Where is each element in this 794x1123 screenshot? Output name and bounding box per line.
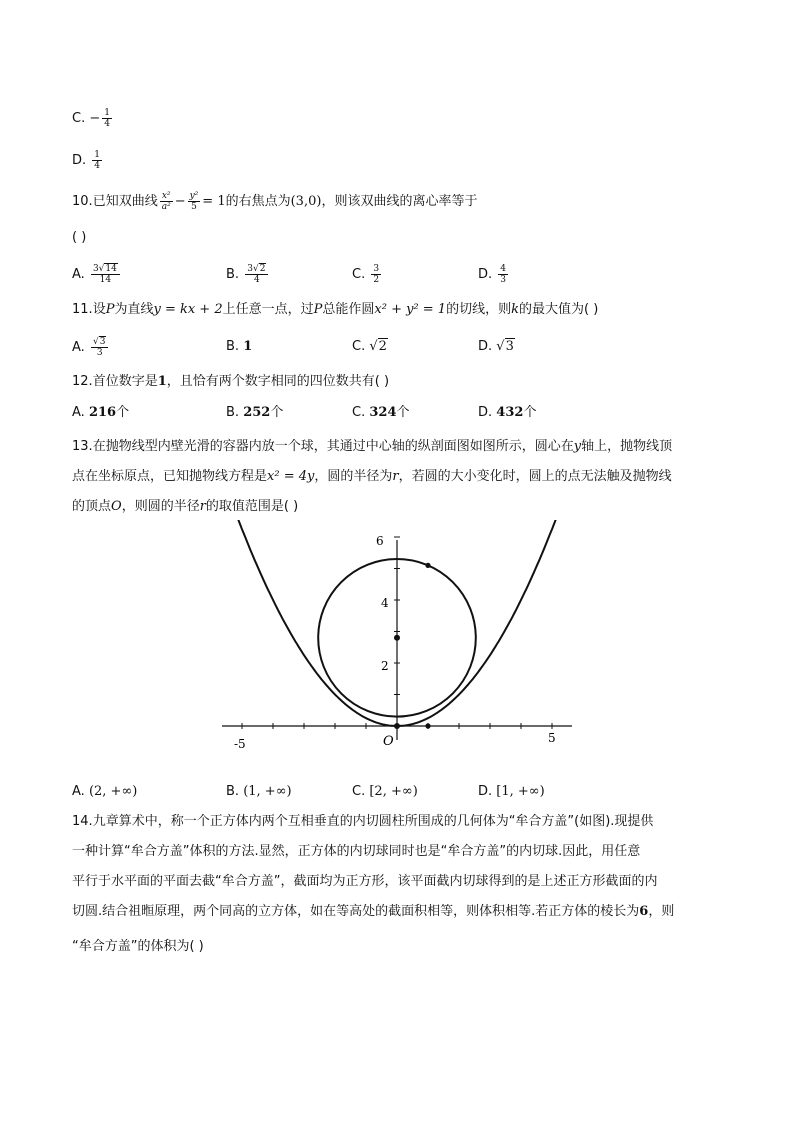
parabola-circle-figure <box>0 520 794 780</box>
question-14-line-5: “牟合方盖”的体积为( ) <box>72 939 204 954</box>
q13-option-a[interactable]: A. (2, +∞) <box>72 784 138 799</box>
question-14-line-1: 14.九章算术中，称一个正方体内两个互相垂直的内切圆柱所围成的几何体为“牟合方盖”(如图).现提供 <box>72 814 654 829</box>
q10-option-b[interactable]: B. $\frac{3√2}{4}$ <box>226 264 270 285</box>
q13-option-d[interactable]: D. [1, +∞) <box>478 784 545 799</box>
q10-frac-x: $\frac{\text{x²}}{\text{a²}}$ <box>161 191 171 212</box>
circle-top-point <box>425 563 430 568</box>
q10-option-a[interactable]: A. $\frac{3√14}{14}$ <box>72 264 122 285</box>
q9-c-fraction: $\frac{1}{4}$ <box>104 108 110 129</box>
q12-option-b[interactable]: B. 252个 <box>226 405 284 420</box>
q10-option-c[interactable]: C. $\frac{3}{2}$ <box>352 264 380 285</box>
question-13-line-3: 的顶点O，则圆的半径r的取值范围是( ) <box>72 499 299 514</box>
question-14-line-4: 切圆.结合祖暅原理，两个同高的立方体，如在等高处的截面积相等，则体积相等.若正方体的棱长为6，则 <box>72 904 675 919</box>
x-axis-point <box>425 723 430 728</box>
q9-option-c: C. − $\frac{1}{4}$ <box>72 108 110 129</box>
question-11: 11.设P为直线y = kx + 2上任意一点，过P总能作圆x² + y² = 1的切线，则k的最大值为( ) <box>72 302 599 317</box>
q12-option-d[interactable]: D. 432个 <box>478 405 537 420</box>
x-tick-label-neg5: -5 <box>234 737 246 751</box>
origin-point <box>394 723 400 729</box>
question-12: 12.首位数字是1，且恰有两个数字相同的四位数共有( ) <box>72 374 390 389</box>
question-13-line-2: 点在坐标原点，已知抛物线方程是x² = 4y，圆的半径为r，若圆的大小变化时，圆上的点无法触及抛物线 <box>72 469 672 484</box>
question-13-line-1: 13.在抛物线型内壁光滑的容器内放一个球，其通过中心轴的纵剖面图如图所示，圆心在y轴上，抛物线顶 <box>72 439 673 454</box>
q11-option-d[interactable]: D. √3 <box>478 339 514 354</box>
circle-center-point <box>394 635 400 641</box>
y-tick-label-4: 4 <box>381 596 389 610</box>
y-tick-label-2: 2 <box>381 659 389 673</box>
q12-option-c[interactable]: C. 324个 <box>352 405 410 420</box>
question-10: 10.已知双曲线 $\frac{\text{x²}}{\text{a²}}$ − $\frac{\text{y²}}{5}$ = 1的右焦点为(3,0)，则该双曲线的离心率等于 <box>72 191 478 212</box>
q9-option-d: D. $\frac{1}{4}$ <box>72 150 101 171</box>
q10-frac-y: $\frac{\text{y²}}{5}$ <box>189 191 199 212</box>
q11-option-b[interactable]: B. 1 <box>226 339 253 354</box>
q12-option-a[interactable]: A. 216个 <box>72 405 130 420</box>
x-tick-label-5: 5 <box>548 731 556 745</box>
q13-option-b[interactable]: B. (1, +∞) <box>226 784 292 799</box>
question-14-line-2: 一种计算“牟合方盖”体积的方法.显然，正方体的内切球同时也是“牟合方盖”的内切球.因此，用任意 <box>72 844 641 859</box>
q11-option-a[interactable]: A. $\frac{√3}{3}$ <box>72 337 110 358</box>
question-14-line-3: 平行于水平面的平面去截“牟合方盖”，截面均为正方形，该平面截内切球得到的是上述正方形截面的内 <box>72 874 658 889</box>
q9-d-fraction: $\frac{1}{4}$ <box>94 150 101 171</box>
q11-option-c[interactable]: C. √2 <box>352 339 387 354</box>
q10-answer-paren: ( ) <box>72 230 87 245</box>
origin-label: O <box>383 734 394 749</box>
q13-option-c[interactable]: C. [2, +∞) <box>352 784 418 799</box>
y-tick-label-6: 6 <box>376 534 384 548</box>
q10-option-d[interactable]: D. $\frac{4}{3}$ <box>478 264 507 285</box>
